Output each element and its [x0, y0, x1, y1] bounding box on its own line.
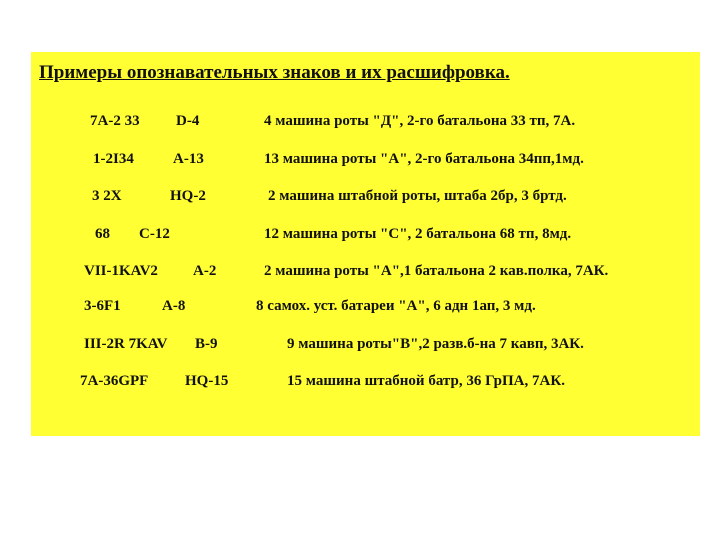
row-6-code-1: 3-6F1	[84, 298, 121, 314]
row-5-code-1: VII-1KAV2	[84, 263, 158, 279]
row-6-description: 8 самох. уст. батареи "А", 6 адн 1ап, 3 мд.	[256, 298, 536, 314]
row-6-code-2: A-8	[162, 298, 186, 314]
row-3-description: 2 машина штабной роты, штаба 2бр, 3 бртд.	[268, 188, 567, 204]
row-5-code-2: A-2	[193, 263, 217, 279]
row-4-description: 12 машина роты "С", 2 батальона 68 тп, 8мд.	[264, 226, 572, 242]
row-3-code-2: HQ-2	[170, 188, 206, 204]
row-1-code-2: D-4	[176, 113, 200, 129]
row-7-description: 9 машина роты"В",2 разв.б-на 7 кавп, 3АК.	[287, 336, 584, 352]
row-7-code-1: III-2R 7KAV	[84, 336, 168, 352]
row-2-code-1: 1-2I34	[93, 151, 134, 167]
row-5-description: 2 машина роты "А",1 батальона 2 кав.полка, 7АК.	[264, 263, 609, 279]
row-2-description: 13 машина роты "А", 2-го батальона 34пп,1мд.	[264, 151, 584, 167]
row-1-description: 4 машина роты "Д", 2-го батальона 33 тп, 7А.	[264, 113, 576, 129]
row-1-code-1: 7А-2 33	[90, 113, 140, 129]
row-2-code-2: A-13	[173, 151, 204, 167]
row-8-code-2: HQ-15	[185, 373, 229, 389]
page-title: Примеры опознавательных знаков и их расшифровка.	[39, 62, 510, 83]
row-4-code-2: C-12	[139, 226, 170, 242]
row-3-code-1: 3 2X	[92, 188, 122, 204]
row-7-code-2: B-9	[195, 336, 218, 352]
row-4-code-1: 68	[95, 226, 110, 242]
row-8-description: 15 машина штабной батр, 36 ГрПА, 7АК.	[287, 373, 565, 389]
row-8-code-1: 7A-36GPF	[80, 373, 149, 389]
